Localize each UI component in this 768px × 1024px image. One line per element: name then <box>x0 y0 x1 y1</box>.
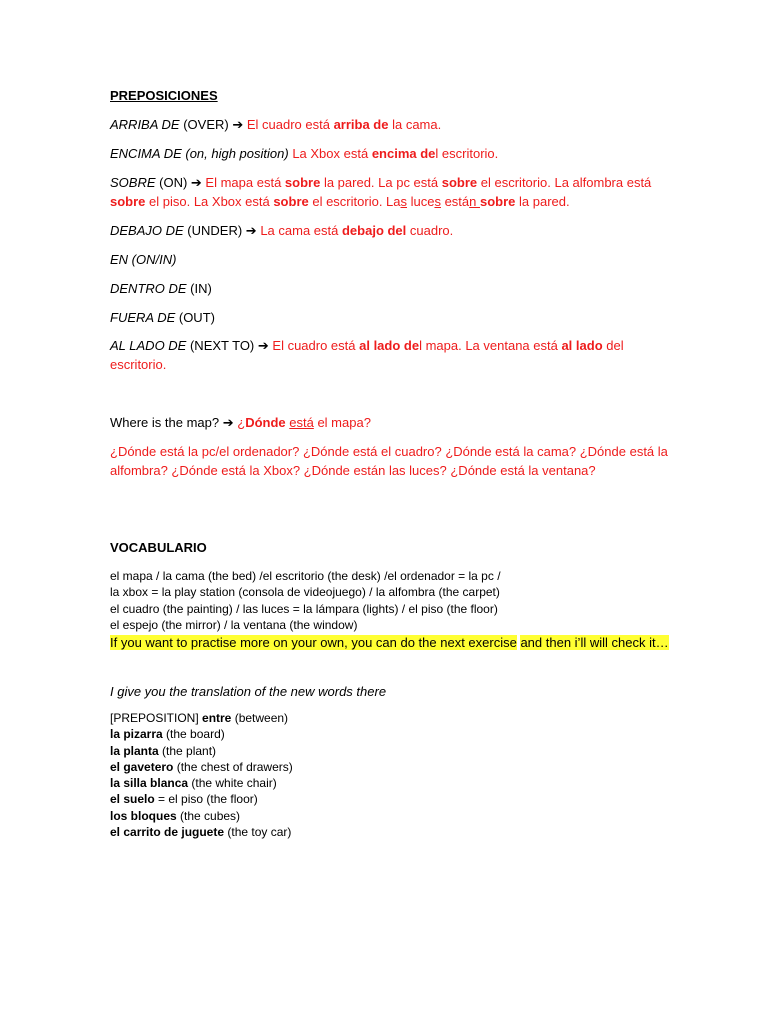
vocab-list <box>110 568 670 633</box>
example: la pared. <box>515 194 570 209</box>
heading-preposiciones: PREPOSICIONES <box>110 88 218 103</box>
new-word: la planta <box>110 743 159 758</box>
example-underlined: n <box>469 194 480 209</box>
spanish-question-bold: Dónde <box>245 415 286 430</box>
new-word-item <box>110 726 670 742</box>
term: DENTRO DE <box>110 281 187 296</box>
entry-arriba-de <box>110 115 670 134</box>
example-bold: sobre <box>273 194 309 209</box>
preposition-gloss: (between) <box>231 711 289 725</box>
term: ARRIBA DE <box>110 117 180 132</box>
new-word-item <box>110 759 670 775</box>
example: cuadro. <box>406 223 454 238</box>
heading-vocabulario: VOCABULARIO <box>110 540 207 555</box>
new-word-gloss: (the toy car) <box>224 825 292 840</box>
example-bold: encima de <box>371 146 436 161</box>
where-question <box>110 413 670 432</box>
gloss: (OUT) <box>175 310 215 325</box>
example-bold: sobre <box>480 194 516 209</box>
example: l escritorio. <box>435 146 499 161</box>
arrow-right-icon: ➔ <box>190 175 202 190</box>
example: La cama está <box>256 223 342 238</box>
example-underlined: s <box>400 194 407 209</box>
spanish-question: ¿ <box>233 415 246 430</box>
term: SOBRE <box>110 175 156 190</box>
new-word-gloss: (the white chair) <box>188 776 277 791</box>
new-word: la pizarra <box>110 727 163 742</box>
new-word: el suelo <box>110 792 155 807</box>
new-word-gloss: = el piso (the floor) <box>154 792 258 807</box>
example-bold: al lado <box>561 338 603 353</box>
example: la cama. <box>388 117 442 132</box>
example-bold: al lado de <box>359 338 420 353</box>
new-word-item <box>110 775 670 791</box>
gloss: (OVER) <box>179 117 233 132</box>
new-word-gloss: (the chest of drawers) <box>173 759 293 774</box>
question-list: ¿Dónde está la pc/el ordenador? ¿Dónde está el cuadro? ¿Dónde está la cama? ¿Dónde está la alfombra? ¿Dónde está la Xbox? ¿Dónde están las luces? ¿Dónde está la ventana? <box>110 444 668 478</box>
example: el escritorio. La alfombra está <box>477 175 652 190</box>
example: l mapa. La ventana está <box>419 338 562 353</box>
term: FUERA DE <box>110 310 176 325</box>
practice-highlight: If you want to practise more on your own, you can do the next exercise <box>110 635 517 650</box>
preposition-line <box>110 710 670 726</box>
example: El mapa está <box>201 175 285 190</box>
example: la pared. La pc está <box>320 175 442 190</box>
example-bold: sobre <box>441 175 478 190</box>
example: El cuadro está <box>268 338 360 353</box>
vocab-line: el cuadro (the painting) / las luces = la lámpara (lights) / el piso (the floor) <box>110 601 498 616</box>
term: AL LADO DE <box>110 338 187 353</box>
example-bold: sobre <box>284 175 321 190</box>
example-bold: sobre <box>110 194 146 209</box>
practice-highlight: and then i’ll will check it… <box>520 635 669 650</box>
new-words-list <box>110 710 670 840</box>
spanish-question-underlined: está <box>289 415 314 430</box>
gloss: (IN) <box>186 281 212 296</box>
entry-dentro-de <box>110 279 212 298</box>
gloss: (UNDER) <box>183 223 246 238</box>
english-question: Where is the map? <box>110 415 223 430</box>
example-underlined: s <box>434 194 441 209</box>
preposition-label: [PREPOSITION] <box>110 711 203 725</box>
vocab-line: el espejo (the mirror) / la ventana (the window) <box>110 617 358 632</box>
example: luce <box>407 194 435 209</box>
arrow-right-icon: ➔ <box>257 338 269 353</box>
new-word: los bloques <box>110 808 177 823</box>
example: el piso. La Xbox está <box>145 194 274 209</box>
arrow-right-icon: ➔ <box>245 223 257 238</box>
entry-en: EN (ON/IN) <box>110 252 177 267</box>
arrow-right-icon: ➔ <box>222 415 234 430</box>
gloss: (NEXT TO) <box>186 338 258 353</box>
term: ENCIMA DE (on, high position) <box>110 146 289 161</box>
example: El cuadro está <box>243 117 334 132</box>
spanish-question: el mapa? <box>313 415 371 430</box>
entry-fuera-de <box>110 308 215 327</box>
new-word: el gavetero <box>110 759 174 774</box>
example: La Xbox está <box>288 146 372 161</box>
translation-note: I give you the translation of the new words there <box>110 684 387 699</box>
new-word-item <box>110 808 670 824</box>
preposition-word: entre <box>202 711 232 725</box>
new-word-item <box>110 824 670 840</box>
gloss: (ON) <box>155 175 191 190</box>
vocab-line: la xbox = la play station (consola de videojuego) / la alfombra (the carpet) <box>110 585 500 600</box>
example: está <box>440 194 470 209</box>
new-word-gloss: (the cubes) <box>176 808 241 823</box>
new-word: la silla blanca <box>110 776 189 791</box>
entry-sobre <box>110 173 670 211</box>
entry-encima-de <box>110 144 670 163</box>
entry-debajo-de <box>110 221 670 240</box>
example: el escritorio. La <box>308 194 401 209</box>
example-bold: arriba de <box>333 117 389 132</box>
practice-note <box>110 633 670 652</box>
example: del escritorio. <box>110 338 624 372</box>
entry-al-lado-de <box>110 336 670 374</box>
new-word-item <box>110 791 670 807</box>
new-word-gloss: (the plant) <box>158 743 217 758</box>
new-word-item <box>110 743 670 759</box>
new-word-gloss: (the board) <box>162 727 225 742</box>
new-word: el carrito de juguete <box>110 825 225 840</box>
term: DEBAJO DE <box>110 223 184 238</box>
vocab-line: el mapa / la cama (the bed) /el escritorio (the desk) /el ordenador = la pc / <box>110 569 501 583</box>
example-bold: debajo del <box>341 223 407 238</box>
arrow-right-icon: ➔ <box>232 117 244 132</box>
